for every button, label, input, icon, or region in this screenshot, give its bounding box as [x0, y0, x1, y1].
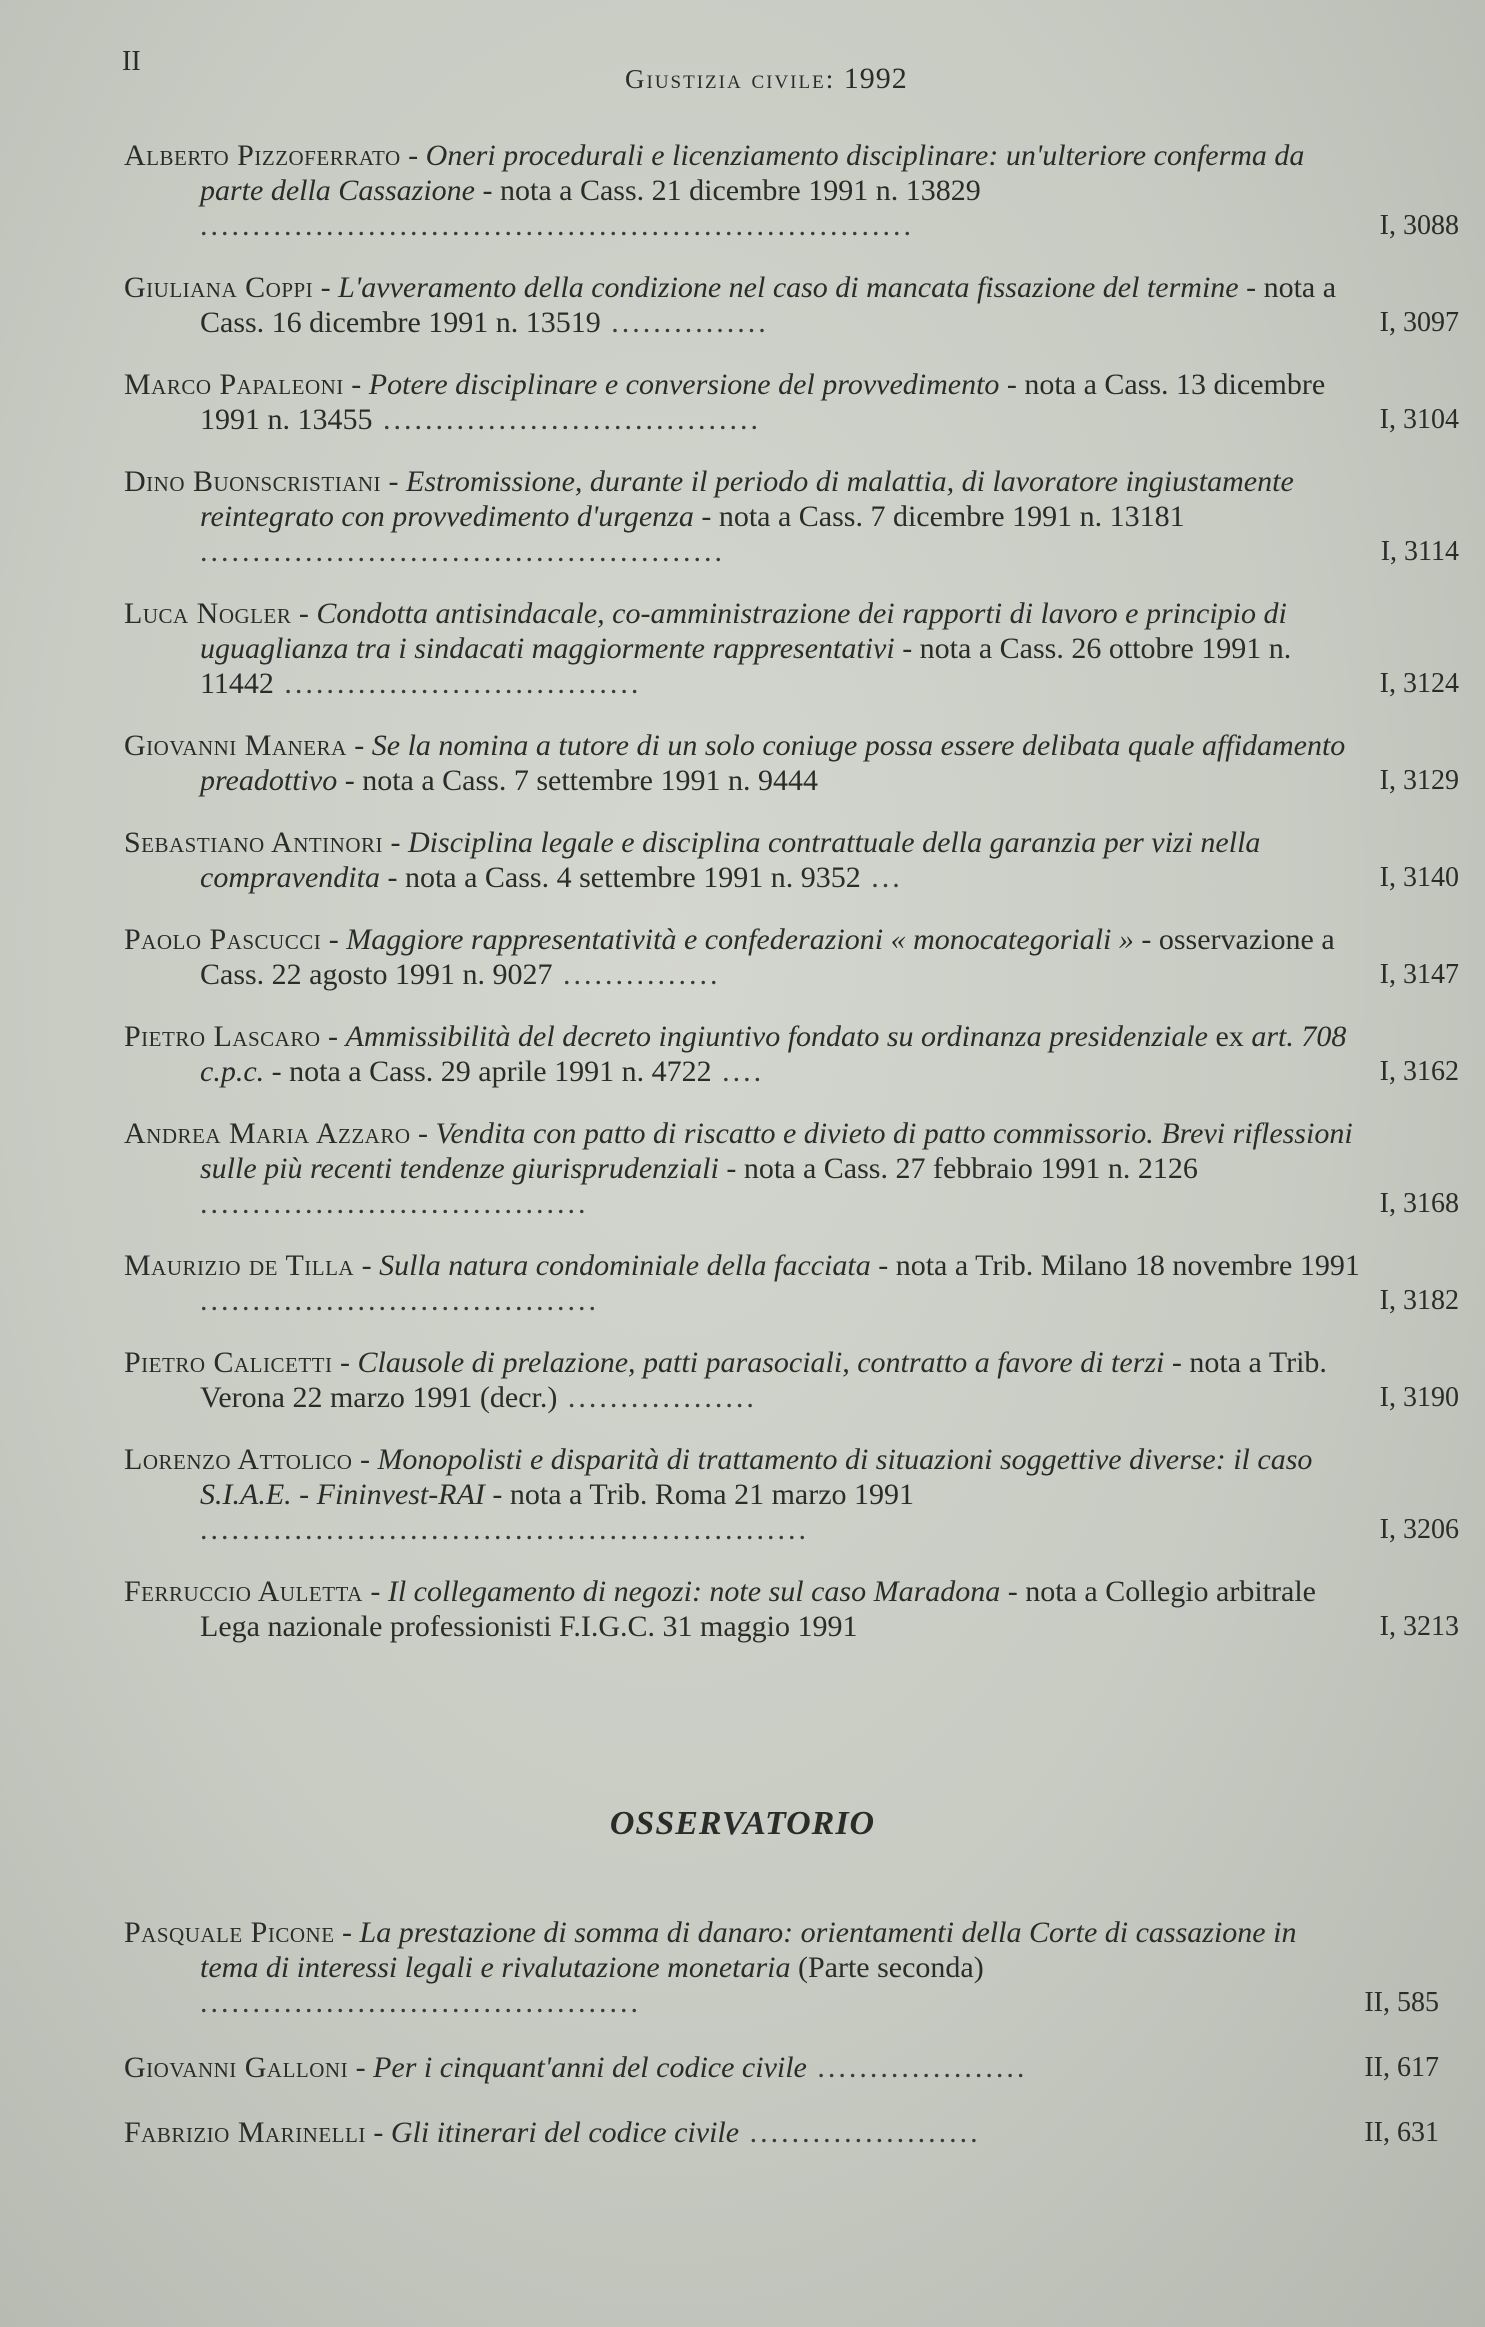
entry-title: Sulla natura condominiale della facciata — [379, 1249, 871, 1282]
entry-note: - nota a Cass. 27 febbraio 1991 n. 2126 — [718, 1152, 1198, 1185]
entry-body — [124, 596, 1360, 701]
index-entry — [124, 1116, 1459, 1221]
entry-leader-dots: .......................................... — [200, 1986, 641, 2019]
index-entry — [124, 825, 1459, 895]
index-entries — [124, 138, 1459, 1671]
index-entry — [124, 728, 1459, 798]
entry-author: Paolo Pascucci — [124, 923, 322, 956]
entry-body — [124, 825, 1360, 895]
entry-leader-dots: .... — [711, 1055, 765, 1088]
entry-separator: - — [381, 465, 407, 498]
entry-author: Giuliana Coppi — [124, 271, 314, 304]
entry-separator: - — [291, 597, 317, 630]
entry-leader-dots: ............... — [552, 958, 721, 991]
entry-body — [124, 1019, 1360, 1089]
index-entry — [124, 367, 1459, 437]
entry-leader-dots: .................... — [806, 2051, 1028, 2084]
entry-page-ref: I, 3104 — [1379, 404, 1459, 435]
entry-page-ref: I, 3097 — [1379, 307, 1459, 338]
entry-note: - nota a Cass. 16 dicembre 1991 n. 13519 — [200, 271, 1337, 339]
entry-body — [124, 367, 1360, 437]
entry-separator: - — [334, 1916, 360, 1949]
entry-note: - nota a Collegio arbitrale Lega nazionale professionisti F.I.G.C. 31 maggio 1991 — [200, 1575, 1316, 1643]
entry-separator: - — [321, 923, 347, 956]
entry-title: Disciplina legale e disciplina contrattuale della garanzia per vizi nella compravendita — [200, 826, 1261, 894]
entry-page-ref: I, 3168 — [1379, 1188, 1459, 1219]
entry-author: Pietro Calicetti — [124, 1346, 333, 1379]
section-heading: OSSERVATORIO — [609, 1805, 876, 1842]
entry-title: La prestazione di somma di danaro: orientamenti della Corte di cassazione in tema di interessi legali e rivalutazione monetaria — [200, 1916, 1297, 1984]
entry-note: - nota a Trib. Roma 21 marzo 1991 — [484, 1478, 915, 1511]
index-entry — [124, 596, 1459, 701]
entry-separator: - — [410, 1117, 436, 1150]
entry-title: Clausole di prelazione, patti parasociali, contratto a favore di terzi — [357, 1346, 1165, 1379]
entry-title: Maggiore rappresentatività e confederazioni « monocategoriali » — [346, 923, 1134, 956]
index-entry — [124, 464, 1459, 569]
entry-leader-dots: ...................................... — [200, 1284, 599, 1317]
entry-page-ref: I, 3129 — [1379, 765, 1459, 796]
entry-title: Condotta antisindacale, co-amministrazione dei rapporti di lavoro e principio di uguaglianza tra i sindacati maggiormente rappresentativi — [200, 597, 1287, 665]
entry-note: - nota a Cass. 7 settembre 1991 n. 9444 — [337, 764, 818, 797]
entry-body — [124, 2115, 1354, 2150]
entry-body — [124, 1345, 1360, 1415]
entry-author: Giovanni Galloni — [124, 2051, 349, 2084]
entry-leader-dots: ............... — [600, 306, 769, 339]
entry-separator: - — [348, 2051, 374, 2084]
index-entry — [124, 1248, 1459, 1318]
entry-title: Gli itinerari del codice civile — [390, 2116, 740, 2149]
entry-page-ref: I, 3140 — [1379, 862, 1459, 893]
page-folio: II — [122, 46, 141, 77]
entry-page-ref: II, 585 — [1364, 1987, 1439, 2018]
entry-note: - nota a Cass. 4 settembre 1991 n. 9352 — [379, 861, 861, 894]
entry-title: Vendita con patto di riscatto e divieto di patto commissorio. Brevi riflessioni sulle più recenti tendenze giurisprudenziali — [200, 1117, 1353, 1185]
entry-separator: - — [352, 1443, 378, 1476]
entry-title: Estromissione, durante il periodo di malattia, di lavoratore ingiustamente reintegrato con provvedimento d'urgenza — [200, 465, 1294, 533]
entry-title: Se la nomina a tutore di un solo coniuge possa essere delibata quale affidamento preadottivo — [200, 729, 1346, 797]
entry-leader-dots: .................................................. — [200, 535, 725, 568]
entry-page-ref: I, 3088 — [1379, 210, 1459, 241]
entry-note: (Parte seconda) — [790, 1951, 984, 1984]
entry-body — [124, 1574, 1360, 1644]
entry-title: Potere disciplinare e conversione del provvedimento — [368, 368, 1000, 401]
entry-page-ref: I, 3182 — [1379, 1285, 1459, 1316]
entry-title: Per i cinquant'anni del codice civile — [373, 2051, 807, 2084]
index-entry — [124, 922, 1459, 992]
entry-body — [124, 464, 1360, 569]
entry-body — [124, 270, 1360, 340]
entry-body — [124, 1442, 1360, 1547]
entry-title: Il collegamento di negozi: note sul caso Maradona — [387, 1575, 1001, 1608]
entry-body — [124, 1248, 1360, 1318]
entry-note: - nota a Trib. Milano 18 novembre 1991 — [870, 1249, 1360, 1282]
entry-author: Pietro Lascaro — [124, 1020, 321, 1053]
entry-note: - nota a Cass. 7 dicembre 1991 n. 13181 — [693, 500, 1185, 533]
entry-title: Monopolisti e disparità di trattamento di situazioni soggettive diverse: il caso S.I.A.E. - Fininvest-RAI — [200, 1443, 1313, 1511]
index-entry — [124, 1442, 1459, 1547]
entry-author: Maurizio de Tilla — [124, 1249, 355, 1282]
index-entry — [124, 1019, 1459, 1089]
index-entry — [124, 2115, 1459, 2150]
entry-leader-dots: .................. — [557, 1381, 757, 1414]
entry-body — [124, 728, 1360, 798]
entry-title-article: art. 708 c.p.c. — [200, 1020, 1347, 1088]
journal-name: Giustizia civile: — [625, 64, 836, 94]
entry-separator: - — [383, 826, 409, 859]
entry-separator: - — [343, 368, 369, 401]
entry-leader-dots: .................................... — [372, 403, 761, 436]
entry-author: Giovanni Manera — [124, 729, 347, 762]
entry-separator: - — [400, 139, 426, 172]
entry-separator: - — [332, 1346, 358, 1379]
entry-title: Oneri procedurali e licenziamento disciplinare: un'ulteriore conferma da parte della Cassazione — [200, 139, 1305, 207]
entry-body — [124, 138, 1360, 243]
entry-author: Alberto Pizzoferrato — [124, 139, 401, 172]
entry-separator: - — [346, 729, 372, 762]
index-entry — [124, 1915, 1459, 2020]
entry-author: Dino Buonscristiani — [124, 465, 382, 498]
entry-note: - nota a Cass. 26 ottobre 1991 n. 11442 — [200, 632, 1292, 700]
journal-year: 1992 — [843, 62, 908, 95]
entry-author: Marco Papaleoni — [124, 368, 344, 401]
entry-page-ref: II, 631 — [1364, 2117, 1439, 2148]
entry-author: Pasquale Picone — [124, 1916, 335, 1949]
entry-author: Andrea Maria Azzaro — [124, 1117, 411, 1150]
index-entry — [124, 1574, 1459, 1644]
index-entry — [124, 2050, 1459, 2085]
entry-author: Ferruccio Auletta — [124, 1575, 363, 1608]
entry-leader-dots: ... — [860, 861, 903, 894]
entry-note: - osservazione a Cass. 22 agosto 1991 n. 9027 — [200, 923, 1335, 991]
entry-separator: - — [362, 1575, 388, 1608]
entry-page-ref: II, 617 — [1364, 2052, 1439, 2083]
entry-author: Luca Nogler — [124, 597, 292, 630]
index-entry — [124, 270, 1459, 340]
entry-page-ref: I, 3114 — [1380, 536, 1459, 567]
entry-page-ref: I, 3162 — [1379, 1056, 1459, 1087]
entry-note: - nota a Cass. 21 dicembre 1991 n. 13829 — [475, 174, 981, 207]
entry-separator: - — [365, 2116, 391, 2149]
entry-page-ref: I, 3147 — [1379, 959, 1459, 990]
index-entry — [124, 1345, 1459, 1415]
entry-separator: - — [313, 271, 339, 304]
entry-page-ref: I, 3124 — [1379, 668, 1459, 699]
entry-leader-dots: .................................. — [273, 667, 642, 700]
index-entry — [124, 138, 1459, 243]
running-head — [625, 62, 908, 96]
entry-note-ex: ex — [1207, 1020, 1252, 1053]
entry-body — [124, 2050, 1354, 2085]
entry-leader-dots: ..................................... — [200, 1187, 589, 1220]
entry-body — [124, 1915, 1354, 2020]
entry-title: L'avveramento della condizione nel caso di mancata fissazione del termine — [338, 271, 1239, 304]
entry-author: Fabrizio Marinelli — [124, 2116, 366, 2149]
entry-note: - nota a Cass. 29 aprile 1991 n. 4722 — [264, 1055, 712, 1088]
entry-body — [124, 922, 1360, 992]
entry-leader-dots: .................................................................... — [200, 209, 914, 242]
entry-leader-dots: ...................... — [739, 2116, 981, 2149]
entry-leader-dots: .......................................................... — [200, 1513, 809, 1546]
entry-note: - nota a Cass. 13 dicembre 1991 n. 13455 — [200, 368, 1326, 436]
entry-author: Lorenzo Attolico — [124, 1443, 353, 1476]
osservatorio-entries — [124, 1915, 1459, 2180]
entry-page-ref: I, 3213 — [1379, 1611, 1459, 1642]
entry-body — [124, 1116, 1360, 1221]
entry-page-ref: I, 3190 — [1379, 1382, 1459, 1413]
entry-separator: - — [354, 1249, 380, 1282]
entry-author: Sebastiano Antinori — [124, 826, 384, 859]
entry-title: Ammissibilità del decreto ingiuntivo fondato su ordinanza presidenziale — [345, 1020, 1208, 1053]
entry-separator: - — [320, 1020, 346, 1053]
entry-page-ref: I, 3206 — [1379, 1514, 1459, 1545]
entry-note: - nota a Trib. Verona 22 marzo 1991 (decr.) — [200, 1346, 1327, 1414]
